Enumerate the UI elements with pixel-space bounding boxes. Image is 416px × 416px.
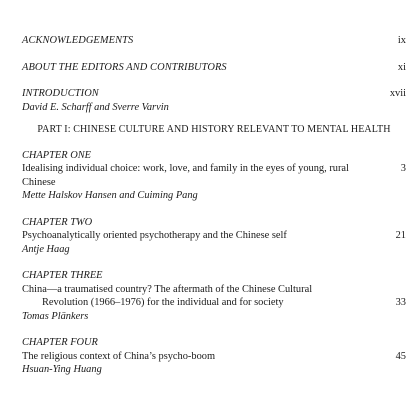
toc-entry-chapter-one[interactable] [22,149,406,203]
toc-entry-chapter-two[interactable] [22,216,406,257]
page-number: xvii [389,88,406,99]
toc-entry-chapter-three[interactable] [22,269,406,323]
table-of-contents [22,34,406,384]
chapter-authors: Hsuan-Ying Huang [22,364,102,375]
chapter-title: Psychoanalytically oriented psychotherapy and the Chinese self [22,230,287,241]
chapter-label: CHAPTER THREE [22,270,103,281]
part-heading: PART I: CHINESE CULTURE AND HISTORY RELEVANT TO MENTAL HEALTH [37,124,391,135]
chapter-authors: Tomas Plänkers [22,310,89,322]
chapter-label: CHAPTER TWO [22,216,93,228]
chapter-title-line: Revolution (1966–1976) for the individual and for society [42,297,284,308]
page-number: xi [397,61,406,73]
chapter-label: CHAPTER ONE [22,149,91,161]
chapter-authors: Antje Haag [22,243,70,255]
page-number: 33 [395,297,406,308]
entry-title: INTRODUCTION [22,88,99,99]
page-number: ix [397,35,406,46]
chapter-title: Idealising individual choice: work, love, and family in the eyes of young, rural Chinese [22,163,349,188]
chapter-authors: Mette Halskov Hansen and Cuiming Pang [22,190,198,201]
toc-entry-about-editors[interactable] [22,61,406,75]
chapter-title: The religious context of China’s psycho-boom [22,350,216,362]
page-number: 3 [400,163,406,174]
entry-title: ABOUT THE EDITORS AND CONTRIBUTORS [22,61,227,73]
entry-authors: David E. Scharff and Sverre Varvin [22,101,169,113]
toc-entry-introduction[interactable] [22,87,406,114]
page-number: 45 [395,350,406,362]
toc-entry-acknowledgements[interactable] [22,34,406,48]
chapter-label: CHAPTER FOUR [22,337,98,348]
entry-title: ACKNOWLEDGEMENTS [22,35,134,46]
page-number: 21 [395,230,406,241]
chapter-title-line: China—a traumatised country? The aftermath of the Chinese Cultural [22,283,313,295]
toc-entry-chapter-four[interactable] [22,336,406,377]
